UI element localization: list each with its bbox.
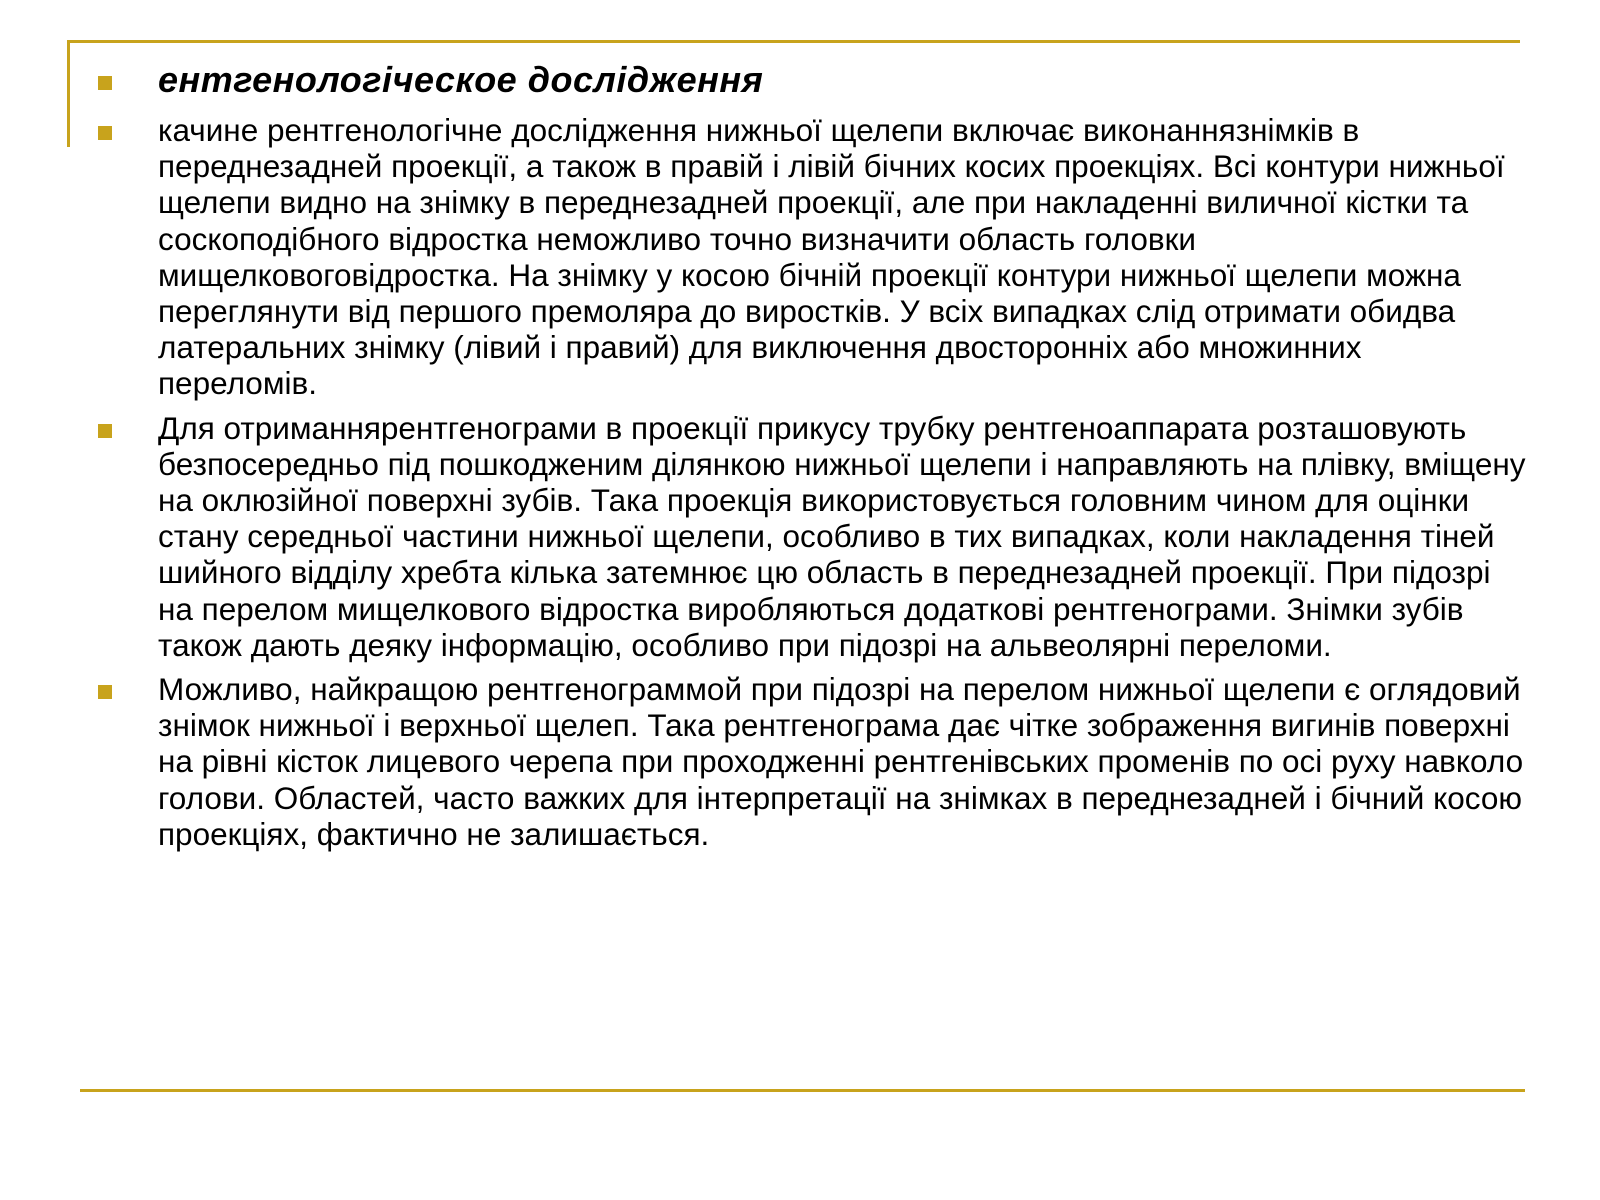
- bullet-item-title: [98, 56, 1528, 104]
- square-bullet-icon: [98, 685, 112, 699]
- slide-title: ентгенологіческое дослідження: [158, 59, 764, 100]
- bullet-item: [98, 112, 1528, 402]
- bullet-item: [98, 410, 1528, 663]
- square-bullet-icon: [98, 76, 112, 90]
- left-rule: [67, 40, 70, 147]
- paragraph-text: Для отриманнярентгенограми в проекції прикусу трубку рентгеноаппарата розташовують безпосередньо під пошкодженим ділянкою нижньої щелепи і направляють на плівку, вміщену на оклюзійної поверхні зубів. Така проекція використовується головним чином для оцінки стану середньої частини нижньої щелепи, особливо в тих випадках, коли накладення тіней шийного відділу хребта кілька затемнює цю область в переднезадней проекції. При підозрі на перелом мищелкового відростка виробляються додаткові рентгенограми. Знімки зубів також дають деяку інформацію, особливо при підозрі на альвеолярні переломи.: [158, 409, 1526, 663]
- slide-content: [98, 56, 1528, 860]
- paragraph-text: Можливо, найкращою рентгенограммой при підозрі на перелом нижньої щелепи є оглядовий знімок нижньої і верхньої щелеп. Така рентгенограма дає чітке зображення вигинів поверхні на рівні кісток лицевого черепа при проходженні рентгенівських променів по осі руху навколо голови. Областей, часто важких для інтерпретації на знімках в переднезадней і бічний косою проекціях, фактично не залишається.: [158, 671, 1524, 852]
- paragraph-text: качине рентгенологічне дослідження нижньої щелепи включає виконаннязнімків в переднезадней проекції, а також в правій і лівій бічних косих проекціях. Всі контури нижньої щелепи видно на знімку в переднезадней проекції, але при накладенні виличної кістки та соскоподібного відростка неможливо точно визначити область головки мищелковоговідростка. На знімку у косою бічній проекції контури нижньої щелепи можна переглянути від першого премоляра до виростків. У всіх випадках слід отримати обидва латеральних знімку (лівий і правий) для виключення двосторонніх або множинних переломів.: [158, 112, 1505, 402]
- bottom-rule: [80, 1089, 1525, 1092]
- top-rule: [67, 40, 1520, 43]
- bullet-item: [98, 671, 1528, 852]
- square-bullet-icon: [98, 424, 112, 438]
- square-bullet-icon: [98, 126, 112, 140]
